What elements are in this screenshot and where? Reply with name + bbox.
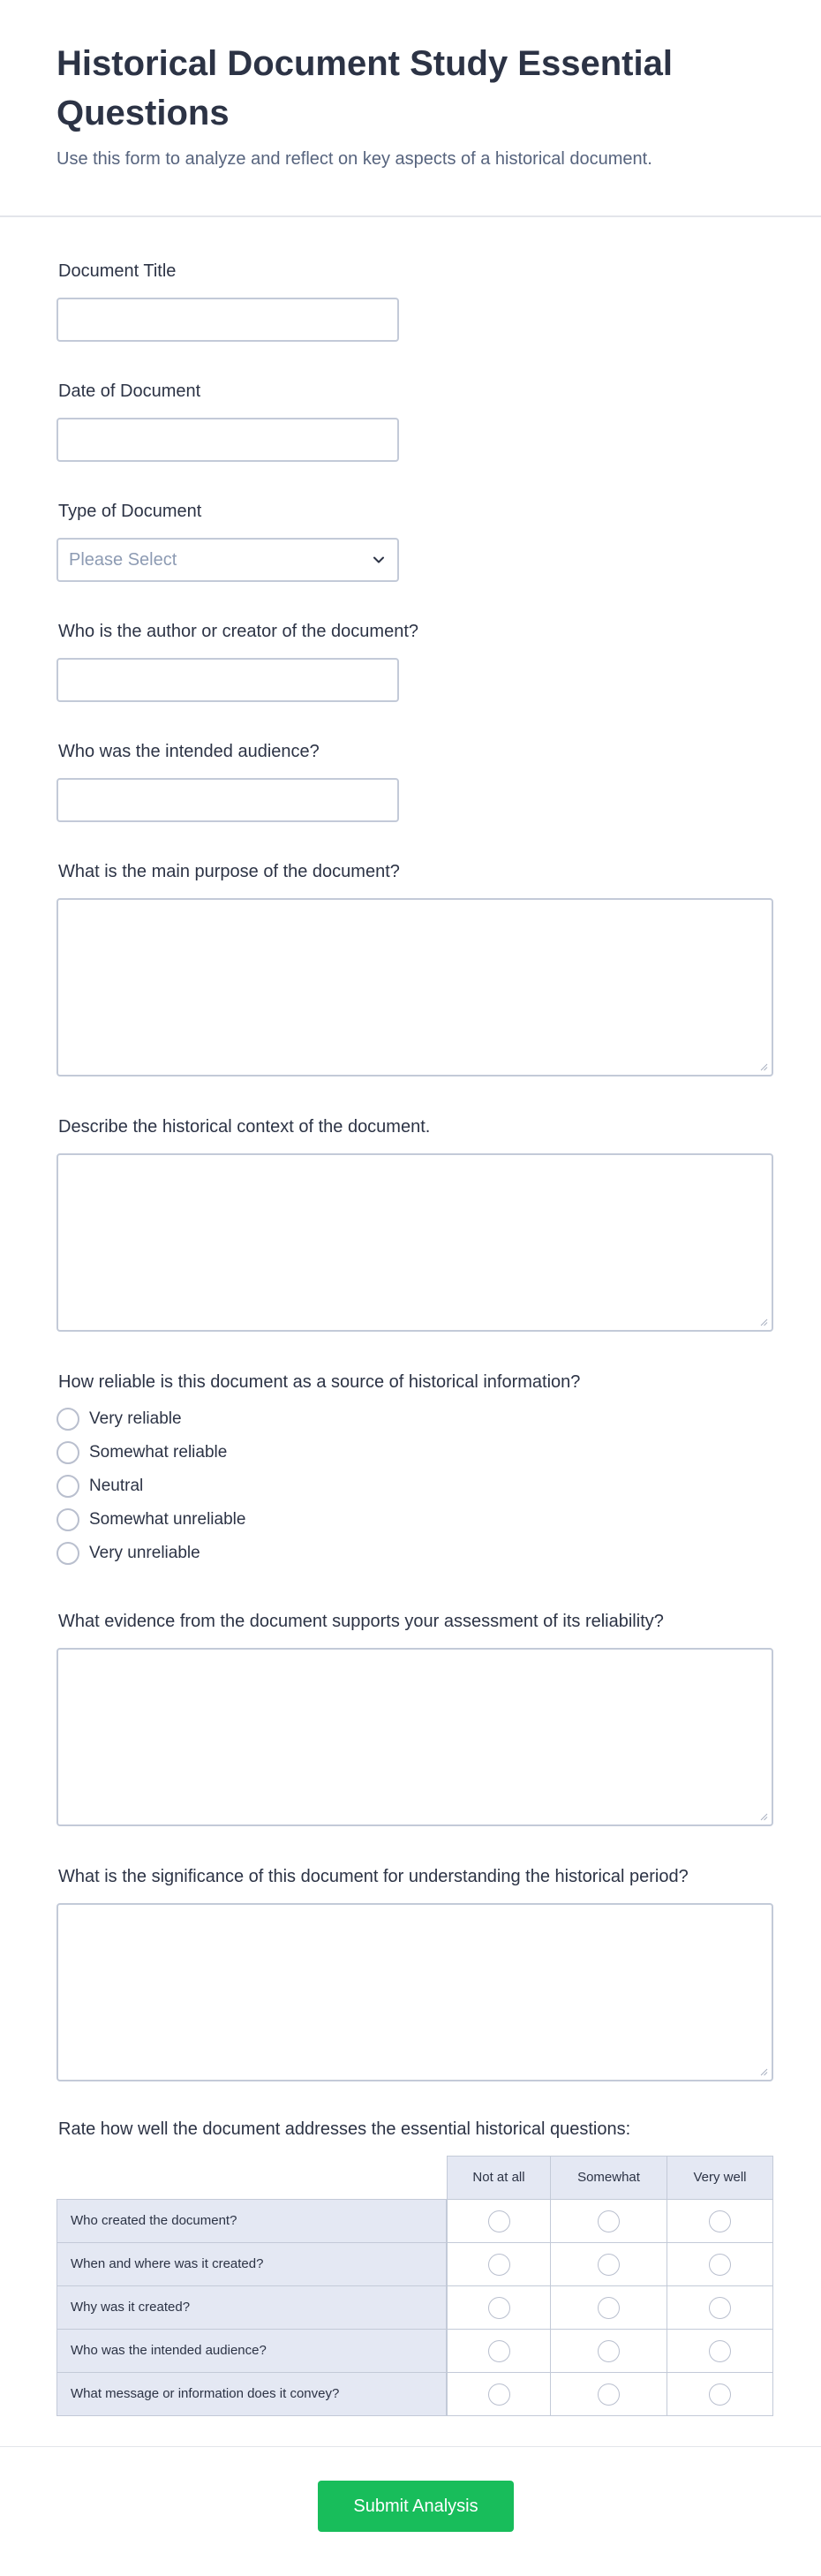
- type-of-document-label: Type of Document: [58, 502, 202, 521]
- matrix-column-header: Very well: [667, 2156, 773, 2200]
- radio-option-label: Very reliable: [89, 1409, 182, 1428]
- radio-button[interactable]: [56, 1441, 79, 1464]
- matrix-cell[interactable]: [550, 2199, 667, 2243]
- radio-option-label: Somewhat unreliable: [89, 1510, 246, 1529]
- reliability-option-somewhat-reliable[interactable]: [56, 1440, 410, 1465]
- radio-button[interactable]: [598, 2340, 620, 2362]
- radio-button[interactable]: [709, 2254, 731, 2276]
- evidence-label: What evidence from the document supports your assessment of its reliability?: [58, 1612, 664, 1631]
- form-header: [0, 0, 821, 217]
- matrix-cell[interactable]: [447, 2285, 551, 2330]
- significance-label: What is the significance of this document for understanding the historical period?: [58, 1867, 689, 1886]
- radio-button[interactable]: [56, 1508, 79, 1531]
- matrix-row-label: Why was it created?: [56, 2285, 447, 2330]
- matrix-cell[interactable]: [550, 2285, 667, 2330]
- matrix-row-label: What message or information does it convey?: [56, 2372, 447, 2416]
- radio-button[interactable]: [598, 2383, 620, 2406]
- matrix-cell[interactable]: [447, 2329, 551, 2373]
- form-title: Historical Document Study Essential Questions: [56, 44, 673, 132]
- matrix-cell[interactable]: [667, 2242, 773, 2286]
- purpose-label: What is the main purpose of the document?: [58, 862, 400, 881]
- document-title-input[interactable]: [56, 298, 399, 342]
- select-placeholder: Please Select: [69, 550, 177, 570]
- radio-option-label: Somewhat reliable: [89, 1443, 228, 1462]
- resize-grip-icon[interactable]: [759, 2067, 768, 2076]
- chevron-down-icon: [371, 552, 387, 568]
- context-textarea[interactable]: [56, 1153, 773, 1332]
- matrix-cell[interactable]: [667, 2329, 773, 2373]
- reliability-label: How reliable is this document as a source of historical information?: [58, 1372, 581, 1392]
- matrix-cell[interactable]: [667, 2199, 773, 2243]
- radio-option-label: Neutral: [89, 1477, 144, 1495]
- author-label: Who is the author or creator of the document?: [58, 622, 418, 641]
- reliability-option-somewhat-unreliable[interactable]: [56, 1507, 410, 1532]
- radio-button[interactable]: [56, 1408, 79, 1431]
- matrix-cell[interactable]: [447, 2372, 551, 2416]
- matrix-row-label: Who created the document?: [56, 2199, 447, 2243]
- matrix-cell[interactable]: [550, 2242, 667, 2286]
- significance-textarea[interactable]: [56, 1903, 773, 2081]
- type-of-document-select[interactable]: [56, 538, 399, 582]
- resize-grip-icon[interactable]: [759, 1318, 768, 1326]
- matrix-column-header: Not at all: [447, 2156, 551, 2200]
- matrix-cell[interactable]: [550, 2329, 667, 2373]
- radio-button[interactable]: [598, 2297, 620, 2319]
- reliability-option-neutral[interactable]: [56, 1474, 410, 1499]
- radio-option-label: Very unreliable: [89, 1544, 200, 1562]
- matrix-row-label: Who was the intended audience?: [56, 2329, 447, 2373]
- radio-button[interactable]: [598, 2254, 620, 2276]
- radio-button[interactable]: [709, 2383, 731, 2406]
- author-input[interactable]: [56, 658, 399, 702]
- radio-button[interactable]: [56, 1542, 79, 1565]
- matrix-cell[interactable]: [667, 2285, 773, 2330]
- audience-label: Who was the intended audience?: [58, 742, 320, 761]
- context-label: Describe the historical context of the document.: [58, 1117, 431, 1137]
- radio-button[interactable]: [598, 2210, 620, 2232]
- radio-button[interactable]: [709, 2297, 731, 2319]
- matrix-label: Rate how well the document addresses the essential historical questions:: [58, 2119, 631, 2139]
- reliability-option-very-reliable[interactable]: [56, 1407, 410, 1432]
- matrix-cell[interactable]: [667, 2372, 773, 2416]
- resize-grip-icon[interactable]: [759, 1062, 768, 1071]
- radio-button[interactable]: [488, 2297, 510, 2319]
- matrix-cell[interactable]: [550, 2372, 667, 2416]
- date-of-document-label: Date of Document: [58, 381, 201, 401]
- radio-button[interactable]: [488, 2210, 510, 2232]
- matrix-cell[interactable]: [447, 2242, 551, 2286]
- date-of-document-input[interactable]: [56, 418, 399, 462]
- evidence-textarea[interactable]: [56, 1648, 773, 1826]
- form-subtitle: Use this form to analyze and reflect on key aspects of a historical document.: [56, 149, 652, 169]
- radio-button[interactable]: [709, 2340, 731, 2362]
- footer-divider: [0, 2446, 821, 2447]
- purpose-textarea[interactable]: [56, 898, 773, 1076]
- matrix-cell[interactable]: [447, 2199, 551, 2243]
- reliability-option-very-unreliable[interactable]: [56, 1541, 410, 1566]
- matrix-column-header: Somewhat: [550, 2156, 667, 2200]
- radio-button[interactable]: [488, 2254, 510, 2276]
- audience-input[interactable]: [56, 778, 399, 822]
- radio-button[interactable]: [488, 2383, 510, 2406]
- radio-button[interactable]: [488, 2340, 510, 2362]
- radio-button[interactable]: [56, 1475, 79, 1498]
- rating-matrix: [56, 2156, 773, 2420]
- document-title-label: Document Title: [58, 261, 177, 281]
- submit-button[interactable]: Submit Analysis: [318, 2481, 514, 2532]
- matrix-row-label: When and where was it created?: [56, 2242, 447, 2286]
- radio-button[interactable]: [709, 2210, 731, 2232]
- resize-grip-icon[interactable]: [759, 1812, 768, 1821]
